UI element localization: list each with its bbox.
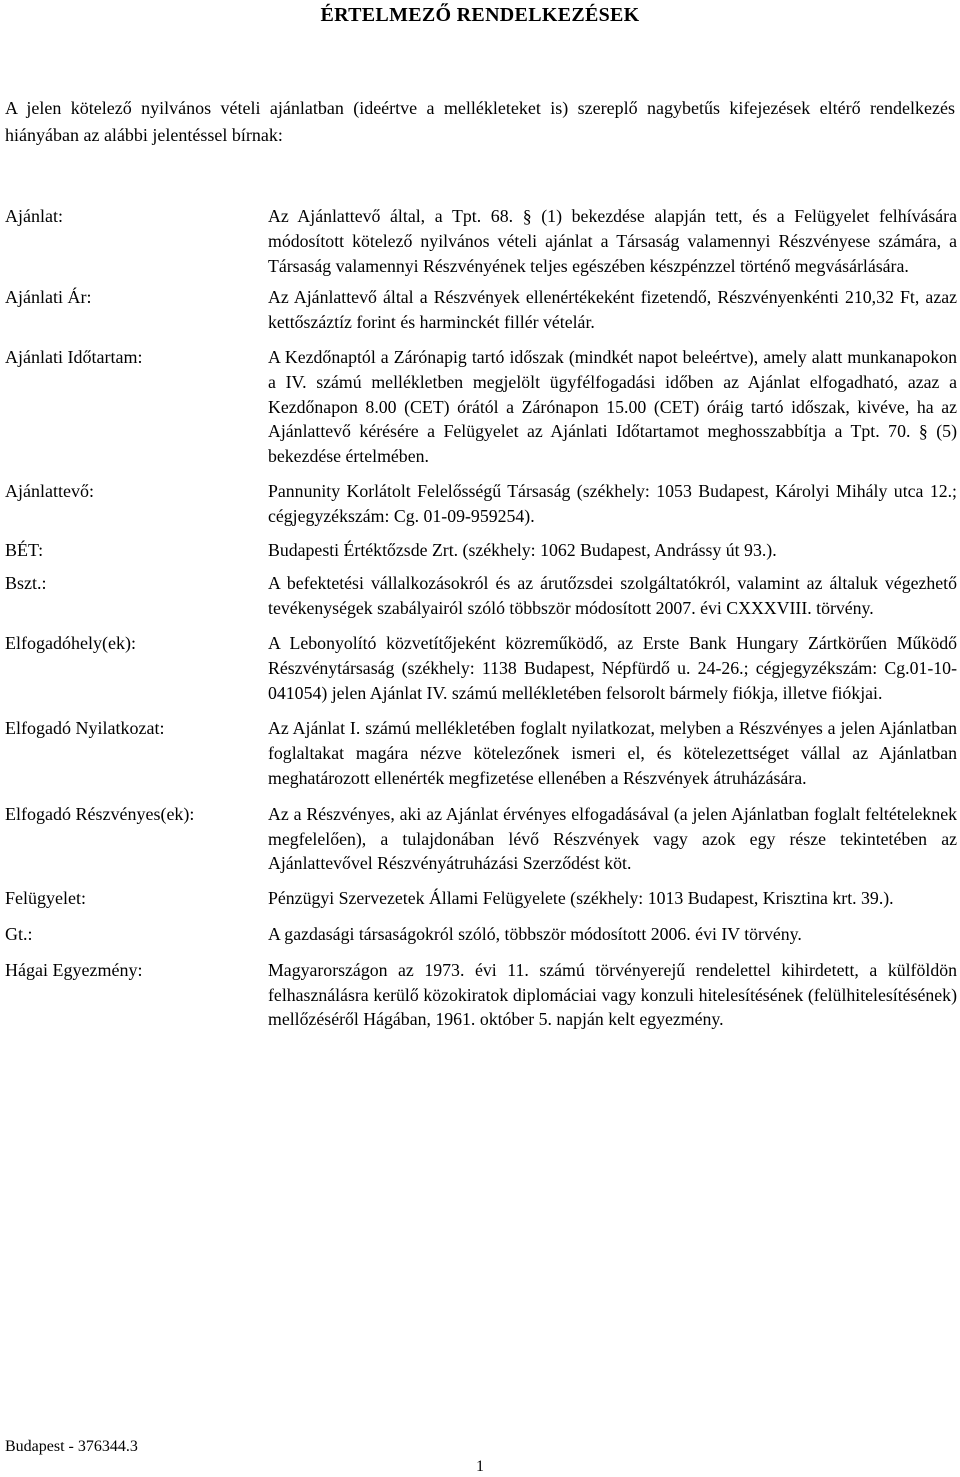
definition-text: Az a Részvényes, aki az Ajánlat érvényes elfogadásával (a jelen Ajánlatban foglalt feltételeknek megfelelően), a tulajdonában lévő Részvények vagy azok egy része tekintetében az Ajánlattevővel Részvényátruházási Szerződést köt. xyxy=(268,803,957,874)
definition-elfogadohely xyxy=(5,631,957,705)
definition-text: Az Ajánlat I. számú mellékletében foglalt nyilatkozat, melyben a Részvényes a jelen Ajánlatban foglaltakat magára nézve kötelezőnek ismeri el, és kötelezettséget vállal az Ajánlatban meghatározott ellenérték megfizetése ellenében a Részvények átruházására. xyxy=(268,718,957,788)
definition-text: Budapesti Értéktőzsde Zrt. (székhely: 1062 Budapest, Andrássy út 93.). xyxy=(268,539,777,560)
definition-text: A Lebonyolító közvetítőjeként közreműködő, az Erste Bank Hungary Zártkörűen Működő Részvénytársaság (székhely: 1138 Budapest, Népfürdő u. 24-26.; cégjegyzékszám: Cg.01-10-041054) jelen Ajánlat IV. számú mellékletében felsorolt bármely fiókja, illetve fiókjai. xyxy=(268,632,957,703)
definition-hagai-egyezmeny xyxy=(5,958,957,1032)
definition-term: Elfogadó Részvényes(ek): xyxy=(5,803,195,824)
definition-ajanlati-ar xyxy=(5,285,957,335)
intro-paragraph: A jelen kötelező nyilvános vételi ajánlatban (ideértve a mellékleteket is) szereplő nagybetűs kifejezések eltérő rendelkezés hiányában az alábbi jelentéssel bírnak: xyxy=(5,98,955,145)
definition-text: Pénzügyi Szervezetek Állami Felügyelete (székhely: 1013 Budapest, Krisztina krt. 39.). xyxy=(268,888,894,909)
definition-ajanlattevo xyxy=(5,479,957,529)
definition-text: A befektetési vállalkozásokról és az árutőzsdei szolgáltatókról, valamint az általuk végezhető tevékenységek szabályairól szóló többször módosított 2007. évi CXXXVIII. törvény. xyxy=(268,573,957,619)
definition-gt xyxy=(5,922,957,947)
definition-text: Az Ajánlattevő által a Részvények ellenértékeként fizetendő, Részvényenkénti 210,32 Ft, azaz kettőszáztíz forint és harminckét fillér vételár. xyxy=(268,287,957,333)
definition-term: Felügyelet: xyxy=(5,888,86,909)
definition-term: Ajánlattevő: xyxy=(5,480,94,501)
page-title: ÉRTELMEZŐ RENDELKEZÉSEK xyxy=(320,4,640,26)
definition-elfogado-reszvenyes xyxy=(5,802,957,876)
definition-bszt xyxy=(5,571,957,621)
definition-text: Magyarországon az 1973. évi 11. számú törvényerejű rendelettel kihirdetett, a külföldön felhasználásra kerülő közokiratok diplomáciai vagy konzuli hitelesítésének (felülhitelesítésének) mellőzéséről Hágában, 1961. október 5. napján kelt egyezmény. xyxy=(268,959,957,1030)
definition-ajanlati-idotartam xyxy=(5,345,957,469)
definition-term: BÉT: xyxy=(5,539,44,560)
definition-elfogado-nyilatkozat xyxy=(5,716,957,790)
definition-term: Bszt.: xyxy=(5,573,47,594)
definition-bet xyxy=(5,538,957,563)
definition-term: Ajánlati Időtartam: xyxy=(5,346,143,367)
definition-term: Ajánlati Ár: xyxy=(5,287,92,308)
page-number: 1 xyxy=(476,1458,484,1475)
document-reference: Budapest - 376344.3 xyxy=(5,1438,138,1455)
definition-felugyelet xyxy=(5,886,957,911)
definition-ajanlat xyxy=(5,204,957,278)
definition-text: A Kezdőnaptól a Zárónapig tartó időszak (mindkét napot beleértve), amely alatt munkanapokon a IV. számú mellékletben megjelölt ügyfélfogadási időben az Ajánlat elfogadható, azaz a Kezdőnapon 8.00 (CET) órától a Zárónapon 15.00 (CET) óráig tartó időszak, kivéve, ha az Ajánlattevő kérésére a Felügyelet az Ajánlati Időtartamot meghosszabbítja a Tpt. 70. § (5) bekezdése értelmében. xyxy=(268,346,957,467)
definition-term: Elfogadóhely(ek): xyxy=(5,632,136,653)
definition-text: Pannunity Korlátolt Felelősségű Társaság (székhely: 1053 Budapest, Károlyi Mihály utca 12.; cégjegyzékszám: Cg. 01-09-959254). xyxy=(268,480,957,526)
definitions-list xyxy=(5,204,957,1032)
definition-term: Gt.: xyxy=(5,923,33,944)
definition-text: A gazdasági társaságokról szóló, többször módosított 2006. évi IV törvény. xyxy=(268,923,802,944)
definition-term: Hágai Egyezmény: xyxy=(5,959,143,980)
definition-term: Elfogadó Nyilatkozat: xyxy=(5,718,165,739)
definition-text: Az Ajánlattevő által, a Tpt. 68. § (1) bekezdése alapján tett, és a Felügyelet felhívására módosított kötelező nyilvános vételi ajánlat a Társaság valamennyi Részvényese számára, a Társaság valamennyi Részvényének teljes egészében készpénzzel történő megvásárlására. xyxy=(268,206,957,276)
definition-term: Ajánlat: xyxy=(5,206,63,226)
